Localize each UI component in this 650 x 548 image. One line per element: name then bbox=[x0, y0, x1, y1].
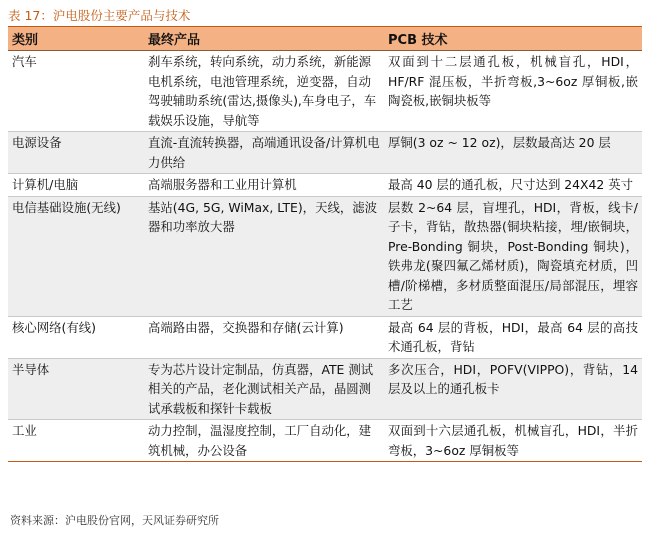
products-cell: 专为芯片设计定制品，仿真器，ATE 测试相关的产品，老化测试相关产品，晶圆测试承载板和探针卡载板 bbox=[144, 358, 384, 420]
products-cell: 直流-直流转换器，高端通讯设备/计算机电力供给 bbox=[144, 132, 384, 174]
table-row bbox=[8, 174, 642, 197]
pcb-cell: 厚铜(3 oz ~ 12 oz)，层数最高达 20 层 bbox=[384, 132, 642, 174]
table-row bbox=[8, 358, 642, 420]
pcb-cell: 双面到十六层通孔板，机械盲孔，HDI，半折弯板，3~6oz 厚铜板等 bbox=[384, 420, 642, 462]
products-cell: 高端路由器，交换器和存储(云计算) bbox=[144, 316, 384, 358]
pcb-cell: 最高 40 层的通孔板，尺寸达到 24X42 英寸 bbox=[384, 174, 642, 197]
source-note: 资料来源：沪电股份官网，天风证券研究所 bbox=[10, 514, 219, 527]
products-cell: 基站(4G, 5G, WiMax, LTE)，天线，滤波器和功率放大器 bbox=[144, 196, 384, 316]
table-row bbox=[8, 316, 642, 358]
category-cell: 汽车 bbox=[8, 51, 144, 132]
table-row bbox=[8, 196, 642, 316]
header-category: 类别 bbox=[8, 27, 144, 51]
category-cell: 电源设备 bbox=[8, 132, 144, 174]
table-caption: 表 17：沪电股份主要产品与技术 bbox=[8, 8, 191, 23]
pcb-cell: 多次压合，HDI，POFV(VIPPO)，背钻，14 层及以上的通孔板卡 bbox=[384, 358, 642, 420]
category-cell: 半导体 bbox=[8, 358, 144, 420]
header-pcb-technology: PCB 技术 bbox=[384, 27, 642, 51]
product-technology-table bbox=[8, 27, 642, 462]
pcb-cell: 双面到十二层通孔板，机械盲孔，HDI，HF/RF 混压板，半折弯板,3~6oz 厚铜板,嵌陶瓷板,嵌铜块板等 bbox=[384, 51, 642, 132]
category-cell: 计算机/电脑 bbox=[8, 174, 144, 197]
pcb-cell: 最高 64 层的背板，HDI，最高 64 层的高技术通孔板，背钻 bbox=[384, 316, 642, 358]
category-cell: 核心网络(有线) bbox=[8, 316, 144, 358]
products-cell: 高端服务器和工业用计算机 bbox=[144, 174, 384, 197]
header-row bbox=[8, 27, 642, 51]
table-row bbox=[8, 420, 642, 462]
table-row bbox=[8, 132, 642, 174]
category-cell: 电信基础设施(无线) bbox=[8, 196, 144, 316]
products-cell: 动力控制，温湿度控制，工厂自动化，建筑机械，办公设备 bbox=[144, 420, 384, 462]
pcb-cell: 层数 2~64 层，盲埋孔，HDI，背板，线卡/子卡，背钻，散热器(铜块粘接，埋/嵌铜块，Pre-Bonding 铜块，Post-Bonding 铜块)，铁弗龙(聚四氟乙烯材质)，陶瓷填充材质，凹槽/阶梯槽，多材质整面混压/局部混压，埋容工艺 bbox=[384, 196, 642, 316]
table-row bbox=[8, 51, 642, 132]
products-cell: 刹车系统，转向系统，动力系统，新能源电机系统，电池管理系统，逆变器，自动驾驶辅助系统(雷达,摄像头),车身电子，车载娱乐设施，导航等 bbox=[144, 51, 384, 132]
category-cell: 工业 bbox=[8, 420, 144, 462]
header-products: 最终产品 bbox=[144, 27, 384, 51]
